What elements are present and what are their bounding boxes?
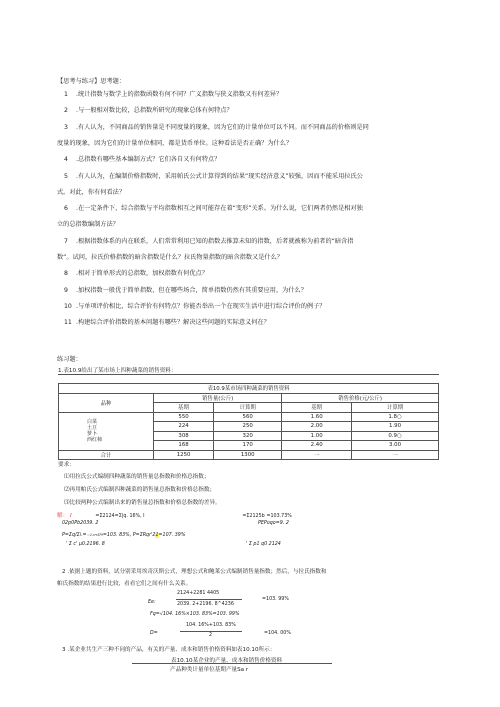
exercise-3-text: 3 .某企业共生产三种不同的产品，有关的产量、成本和销售价格资料如表10.10所示： xyxy=(62,647,276,653)
cell: 一 xyxy=(352,450,439,460)
question-item xyxy=(64,156,220,164)
cell: 308 xyxy=(154,431,214,441)
heading: 【思考与练习】思考题： xyxy=(57,78,126,85)
d-denominator: 2 xyxy=(209,633,213,638)
item-name: 土豆 xyxy=(87,424,98,431)
question-item xyxy=(57,140,292,148)
table-2-caption: 表10.10某企业的产量、成本和销售价格资料 xyxy=(171,658,283,664)
question-text: .与一般相对数比较，总指数所研究的现象总体有何特点？ xyxy=(76,107,233,115)
cell: 250 xyxy=(214,422,282,432)
header-sales: 销售量(公斤) xyxy=(154,393,282,403)
cell: 320 xyxy=(214,431,282,441)
question-number: 1 xyxy=(64,91,68,98)
question-item xyxy=(64,287,307,295)
header-price-base: 基期 xyxy=(282,403,352,413)
cell: 1.90 xyxy=(352,422,439,432)
question-number: 10 xyxy=(64,302,72,310)
formula-3-highlight: 1 xyxy=(155,533,159,538)
question-text: .有人认为，在编制价格指数时，采用帕氏公式计算得到的结果“现实经济意义”较强，因而不能采用拉氏公 xyxy=(76,172,363,180)
formula-3-tiny: ＝1.rrrΣPt xyxy=(86,533,103,537)
question-item xyxy=(64,107,233,115)
question-text: .有人认为，不同商品的销售量是不同度量的现象，因为它们的计量单位可以不同。而不同商品的价格则是同 xyxy=(76,123,369,131)
total-label: 合计 xyxy=(59,450,154,460)
table-2-header: 产品种类计量单位基期产量Sa r xyxy=(170,667,249,673)
cell: 2.40 xyxy=(282,441,352,451)
ee-label: Ee: xyxy=(148,600,156,605)
question-text: .加权指数一般优于简单指数，但在哪些场合，简单指数仍然有其重要应用，为什么？ xyxy=(76,286,307,294)
cell: 560 xyxy=(214,412,282,422)
cell: 一 xyxy=(282,450,352,460)
cell: 168 xyxy=(154,441,214,451)
question-number: 2 xyxy=(64,107,68,115)
solution-label: 解： xyxy=(57,513,69,519)
question-number: 4 xyxy=(64,156,68,164)
question-text: 度量的现象，因为它们的计量单位相同，都是货币单位。这种看法是否正确？为什么？ xyxy=(57,139,293,147)
header-price-report: 计算期 xyxy=(352,403,439,413)
question-text: 数”。试问，拉氏价格指数的暗含指数是什么？拉氏物量指数的暗含指数又是什么？ xyxy=(57,254,283,261)
fisher-formula: Fq=√104. 16%×103. 83%=103. 99% xyxy=(150,612,240,617)
d-numerator: 104. 16%+103. 83% xyxy=(186,623,236,628)
question-text: .总指数有哪些基本编制方式？它们各自又有何特点？ xyxy=(76,156,221,164)
exercise-1-intro: 1.表10.9给出了某市场上四种蔬菜的销售资料： xyxy=(58,368,177,374)
formula-1-tiny: =Σ2125b xyxy=(242,514,265,519)
d-result: =104. 00% xyxy=(264,631,291,636)
table-total-row xyxy=(59,450,439,460)
question-number: 3 xyxy=(64,123,68,131)
ee-numerator: 2124+2281 4405 xyxy=(177,591,220,596)
index-symbol: I xyxy=(69,513,72,519)
question-item xyxy=(57,189,125,197)
cell: 1300 xyxy=(214,450,282,460)
vegetable-sales-table xyxy=(58,383,439,460)
table-top-rule xyxy=(58,374,439,375)
question-text: .统计指数与数学上的指数函数有何不同？广义指数与狭义指数又有何差异？ xyxy=(76,91,283,98)
item-names-cell xyxy=(59,412,154,450)
formula-3-b: =103. 83%, P=ΣRqr'2 xyxy=(102,533,156,538)
cell: 3.00 xyxy=(352,441,439,451)
formula-4-right: ' Σ p1 q0 2124 xyxy=(246,542,281,547)
question-item xyxy=(64,91,282,99)
requirement-3: ⑶比较两种公式编制出来的销售量总指数和价格总指数的差异。 xyxy=(64,500,221,506)
question-number: 9 xyxy=(64,286,68,294)
cell: 1.60 xyxy=(282,412,352,422)
formula-4-left: ' Σ c' μ0.2196. 8 xyxy=(66,542,105,547)
ee-denominator: 2039. 2+2196. 8^4236 xyxy=(177,602,234,607)
header-sales-report: 计算期 xyxy=(214,403,282,413)
question-item xyxy=(64,270,208,278)
formula-2-right: PEPoqo=9. 2 xyxy=(258,521,289,526)
question-text: 式。对此，你有何看法？ xyxy=(57,188,126,196)
question-item xyxy=(64,124,369,132)
cell: 2.00 xyxy=(282,422,352,432)
requirement-heading: 要求： xyxy=(58,462,75,468)
ee-result: =103. 99% xyxy=(262,597,289,602)
formula-3-c: =107. 39% xyxy=(158,533,186,538)
solution-line-1 xyxy=(57,511,292,519)
exercise-2-line-1: 2 .依据上题的资料，试分别采用埃奇沃斯公式，理想公式和鲍莱公式编制销售量指数；然后，与拉氏指数和 xyxy=(62,569,327,575)
header-price: 销售价格(元/公斤) xyxy=(282,393,439,403)
cell: 550 xyxy=(154,412,214,422)
question-text: .在一定条件下，综合指数与平均指数相互之间可能存在着“变形”关系。为什么说，它们两者仍然是相对独 xyxy=(76,205,363,213)
cell: 1.00 xyxy=(282,431,352,441)
question-number: 11 xyxy=(64,319,72,327)
question-text: .相对于简单形式的总指数，加权指数有何优点？ xyxy=(76,270,208,278)
question-item xyxy=(64,303,325,311)
question-number: 7 xyxy=(64,237,68,245)
cell: 0.9○ xyxy=(352,431,439,441)
formula-3-a: P=Σq/Σi.= xyxy=(62,533,87,538)
cell: 1250 xyxy=(154,450,214,460)
item-name: 白菜 xyxy=(87,418,98,425)
cell: 224 xyxy=(154,422,214,432)
question-text: .构建综合评价指数的基本问题有哪些？解决这些问题的实际意义何在？ xyxy=(76,319,270,327)
question-number: 5 xyxy=(64,172,68,180)
fraction-bar xyxy=(176,599,242,600)
requirement-1: ⑴用拉氏公式编制四种蔬菜的销售量总指数和价格总指数； xyxy=(64,474,210,480)
question-text: 立的总指数编制方法？ xyxy=(57,221,119,229)
formula-2-left: 02p0Pb2039. 2 xyxy=(62,521,99,526)
item-name: 西红柿 xyxy=(87,437,103,444)
requirement-2: ⑵再用帕氏公式编制四种蔬菜的销售量总指数和价格总指数； xyxy=(64,487,216,493)
item-name: 萝卜 xyxy=(87,431,98,437)
formula-3 xyxy=(62,532,185,538)
question-number: 6 xyxy=(64,205,68,213)
cell: 1.8○ xyxy=(352,412,439,422)
question-item xyxy=(64,319,270,327)
cell: 170 xyxy=(214,441,282,451)
formula-1-result: =103.73% xyxy=(266,514,292,519)
exercise-heading: 练习题： xyxy=(57,356,82,363)
question-item xyxy=(57,221,119,229)
table-row xyxy=(59,412,439,422)
d-label: D= xyxy=(150,631,158,636)
question-item xyxy=(64,238,353,246)
exercise-2-line-2: 帕氏指数的结果进行比较，看看它们之间有什么关系。 xyxy=(57,581,192,587)
question-item xyxy=(57,254,283,262)
table-caption: 表10.9某市场四种蔬菜的销售资料 xyxy=(59,384,439,394)
formula-1-mid: =Σ2124=Σ|q. 16%, I xyxy=(95,514,145,519)
question-number: 8 xyxy=(64,270,68,278)
question-text: .与单项评价相比，综合评价有何特点？你能否举出一个在现实生活中进行综合评价的例子？ xyxy=(76,302,326,310)
table-2-top-rule xyxy=(132,663,332,664)
question-item xyxy=(64,205,363,213)
question-text: .根据指数体系的内在联系，人们常常利用已知的指数去推算未知的指数，后者就被称为前者的“暗含指 xyxy=(76,237,354,245)
question-item xyxy=(64,173,363,181)
header-item: 品种 xyxy=(59,393,154,412)
fraction-bar-2 xyxy=(180,631,242,632)
header-sales-base: 基期 xyxy=(154,403,214,413)
